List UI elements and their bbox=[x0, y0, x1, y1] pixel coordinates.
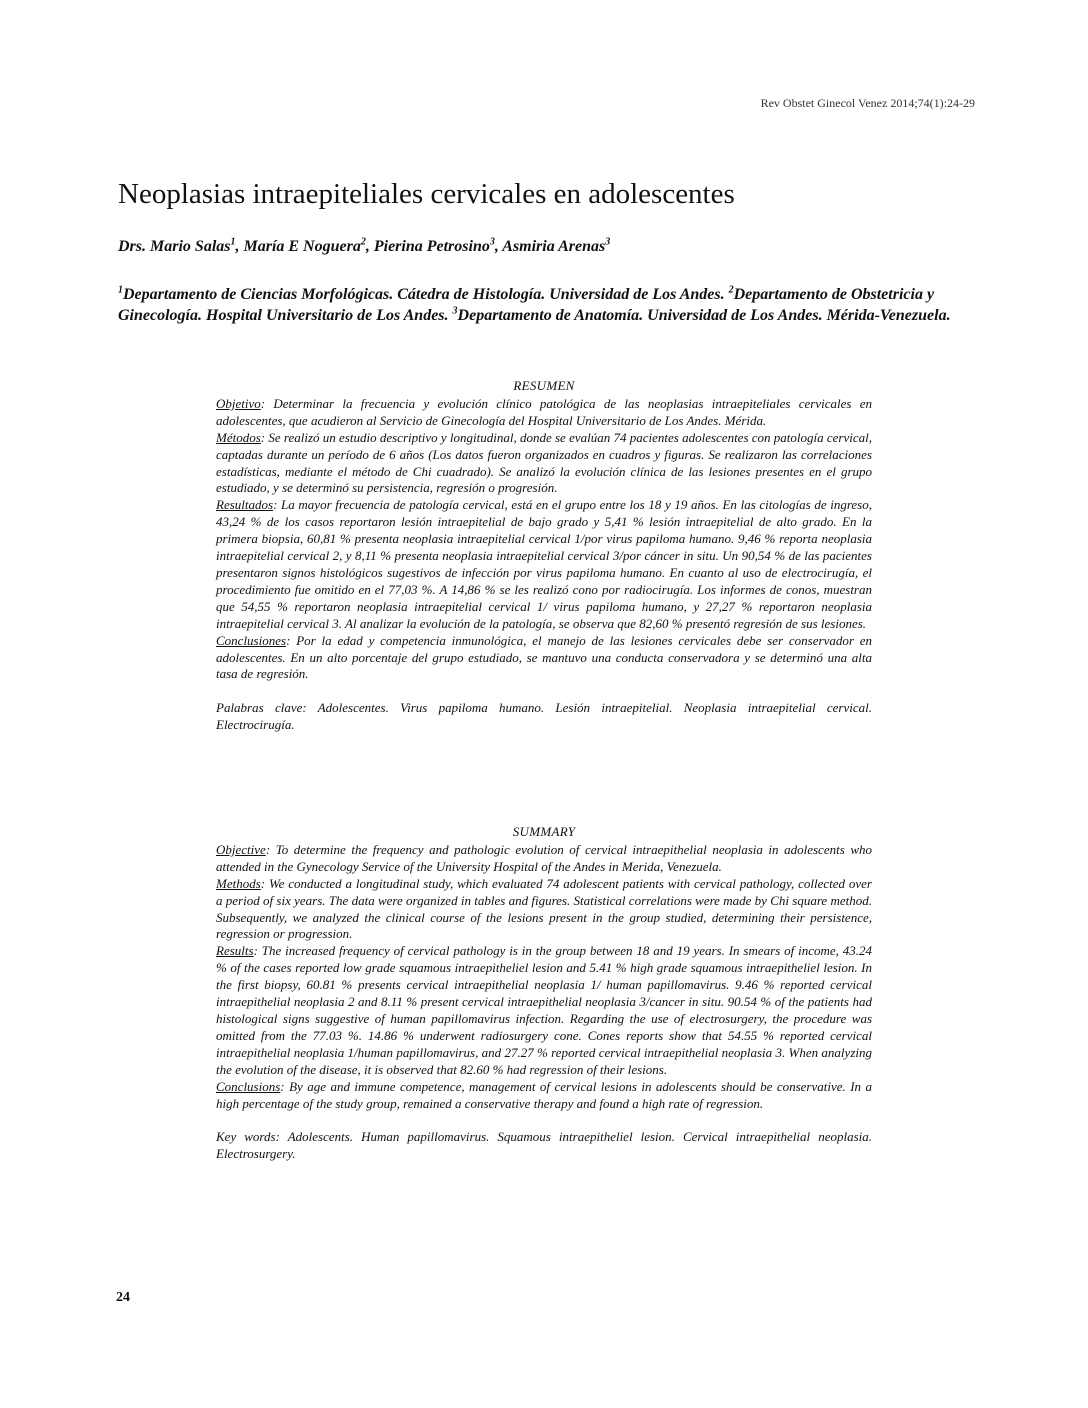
section-text: : La mayor frecuencia de patología cervical, está en el grupo entre los 18 y 19 años. En las citologías de ingreso, 43,24 % de los casos reportaron lesión intraepitelial de bajo grado y 5,41 % lesión intraepitelial de alto grado. En la primera biopsia, 60,81 % presenta neoplasia intraepitelial cervical 1/por virus papiloma humano. 9,46 % reporta neoplasia intraepitelial cervical 2, y 8,11 % presenta neoplasia intraepitelial cervical 3/por cáncer in situ. Un 90,54 % de las pacientes presentaron signos histológicos sugestivos de infección por virus papiloma humano. En cuanto al uso de electrocirugía, el procedimiento fue omitido en el 77,03 %. A 14,86 % se les realizó cono por radiocirugía. Los informes de conos, muestran que 54,55 % reportaron neoplasia intraepitelial cervical 1/ virus papiloma humano, y 27,27 % reportaron neoplasia intraepitelial cervical 3. Al analizar la evolución de la patología, se observa que 82,60 % presentó regresión de sus lesiones. bbox=[216, 497, 872, 631]
abstract-spanish bbox=[216, 378, 872, 734]
author-name: Pierina Petrosino bbox=[373, 238, 490, 255]
abstract-paragraph bbox=[216, 396, 872, 430]
section-label: Conclusiones bbox=[216, 632, 287, 648]
section-text: : We conducted a longitudinal study, which evaluated 74 adolescent patients with cervical pathology, collected over a period of six years. The data were organized in tables and figures. Statistical correlations were made by Chi square method. Subsequently, we analyzed the clinical course of the lesions present in the group studied, determining their persistence, regression or progression. bbox=[216, 875, 872, 942]
author-affiliation-mark: 1 bbox=[230, 236, 236, 248]
section-label: Results bbox=[216, 943, 254, 959]
abstract-paragraph bbox=[216, 943, 872, 1078]
abstract-paragraph bbox=[216, 633, 872, 684]
abstract-paragraph bbox=[216, 1079, 872, 1113]
author-separator: , bbox=[235, 238, 244, 255]
affiliation-mark: 2 bbox=[728, 284, 734, 296]
abstract-paragraph bbox=[216, 430, 872, 498]
keywords: Key words: Adolescents. Human papillomavirus. Squamous intraepitheliel lesion. Cervical intraepithelial neoplasia. Electrosurgery. bbox=[216, 1129, 872, 1162]
abstract-english bbox=[216, 824, 872, 1163]
section-label: Conclusions bbox=[216, 1078, 281, 1094]
author-affiliation-mark: 3 bbox=[605, 236, 611, 248]
author-separator: , bbox=[365, 238, 374, 255]
author-name: Mario Salas bbox=[150, 238, 231, 255]
section-text: : To determine the frequency and pathologic evolution of cervical intraepithelial neoplasia in adolescents who attended in the Gynecology Service of the University Hospital of the Andes in Merida, Venezuela. bbox=[216, 841, 872, 874]
author-name: Asmiria Arenas bbox=[502, 238, 606, 255]
abstract-heading: RESUMEN bbox=[513, 378, 575, 393]
affiliation-block bbox=[118, 284, 978, 326]
affiliation-text: Departamento de Ciencias Morfológicas. Cátedra de Histología. Universidad de Los Andes. bbox=[123, 286, 729, 303]
section-text: : Por la edad y competencia inmunológica, el manejo de las lesiones cervicales debe ser conservador en adolescentes. En un alto porcentaje del grupo estudiado, se mantuvo una conducta conservadora y se determinó una alta tasa de regresión. bbox=[216, 632, 872, 682]
author-list bbox=[118, 236, 978, 258]
author-prefix: Drs. bbox=[118, 238, 151, 255]
abstract-paragraph bbox=[216, 497, 872, 632]
abstract-paragraph bbox=[216, 842, 872, 876]
author-affiliation-mark: 2 bbox=[360, 236, 366, 248]
section-text: : Determinar la frecuencia y evolución clínico patológica de las neoplasias intraepiteliales cervicales en adolescentes, que acudieron al Servicio de Ginecología del Hospital Universitario de Los Andes. Mérida. bbox=[216, 395, 872, 428]
journal-citation: Rev Obstet Ginecol Venez 2014;74(1):24-29 bbox=[760, 96, 975, 110]
section-label: Métodos bbox=[216, 429, 261, 445]
article-title: Neoplasias intraepiteliales cervicales en adolescentes bbox=[118, 178, 735, 210]
abstract-heading: SUMMARY bbox=[512, 824, 576, 839]
page-number: 24 bbox=[116, 1290, 130, 1305]
section-label: Resultados bbox=[216, 497, 274, 513]
author-name: María E Noguera bbox=[243, 238, 361, 255]
affiliation-text: Departamento de Obstetricia y Ginecología. Hospital Universitario de Los Andes. bbox=[118, 286, 935, 324]
author-separator: , bbox=[494, 238, 503, 255]
affiliation-mark: 1 bbox=[118, 284, 123, 296]
abstract-paragraph bbox=[216, 876, 872, 944]
section-label: Methods bbox=[216, 875, 261, 891]
author-affiliation-mark: 3 bbox=[489, 236, 495, 248]
affiliation-mark: 3 bbox=[452, 305, 458, 317]
section-label: Objetivo bbox=[216, 395, 261, 411]
keywords: Palabras clave: Adolescentes. Virus papiloma humano. Lesión intraepitelial. Neoplasia intraepitelial cervical. Electrocirugía. bbox=[216, 700, 872, 733]
section-text: : The increased frequency of cervical pathology is in the group between 18 and 19 years. In smears of income, 43.24 % of the cases reported low grade squamous intraepitheliel lesion and 5.41 % high grade squamous intraepitheliel lesion. In the first biopsy, 60.81 % presents cervical intraepithelial neoplasia 1/ human papillomavirus. 9.46 % reported cervical intraepithelial neoplasia 2 and 8.11 % present cervical intraepithelial neoplasia 3/cancer in situ. 90.54 % of the patients had histological signs suggestive of human papillomavirus infection. Regarding the use of electrosurgery, the procedure was omitted from the 77.03 %. 14.86 % underwent radiosurgery cone. Cones reports show that 54.55 % reported cervical intraepithelial neoplasia 1/human papillomavirus, and 27.27 % reported cervical intraepithelial neoplasia 3. When analyzing the evolution of the disease, it is observed that 82.60 % had regression of their lesions. bbox=[216, 943, 872, 1077]
affiliation-text: Departamento de Anatomía. Universidad de Los Andes. Mérida-Venezuela. bbox=[457, 307, 951, 324]
section-text: : Se realizó un estudio descriptivo y longitudinal, donde se evalúan 74 pacientes adolescentes con patología cervical, captadas durante un período de 6 años (Los datos fueron organizados en cuadros y figuras. Se realizaron las correlaciones estadísticas, mediante el método de Chi cuadrado). Se analizó la evolución clínica de las lesiones presentes en el grupo estudiado, y se determinó su persistencia, regresión o progresión. bbox=[216, 429, 872, 496]
section-text: : By age and immune competence, management of cervical lesions in adolescents should be conservative. In a high percentage of the study group, remained a conservative therapy and found a high rate of regression. bbox=[216, 1078, 872, 1111]
section-label: Objective bbox=[216, 841, 266, 857]
